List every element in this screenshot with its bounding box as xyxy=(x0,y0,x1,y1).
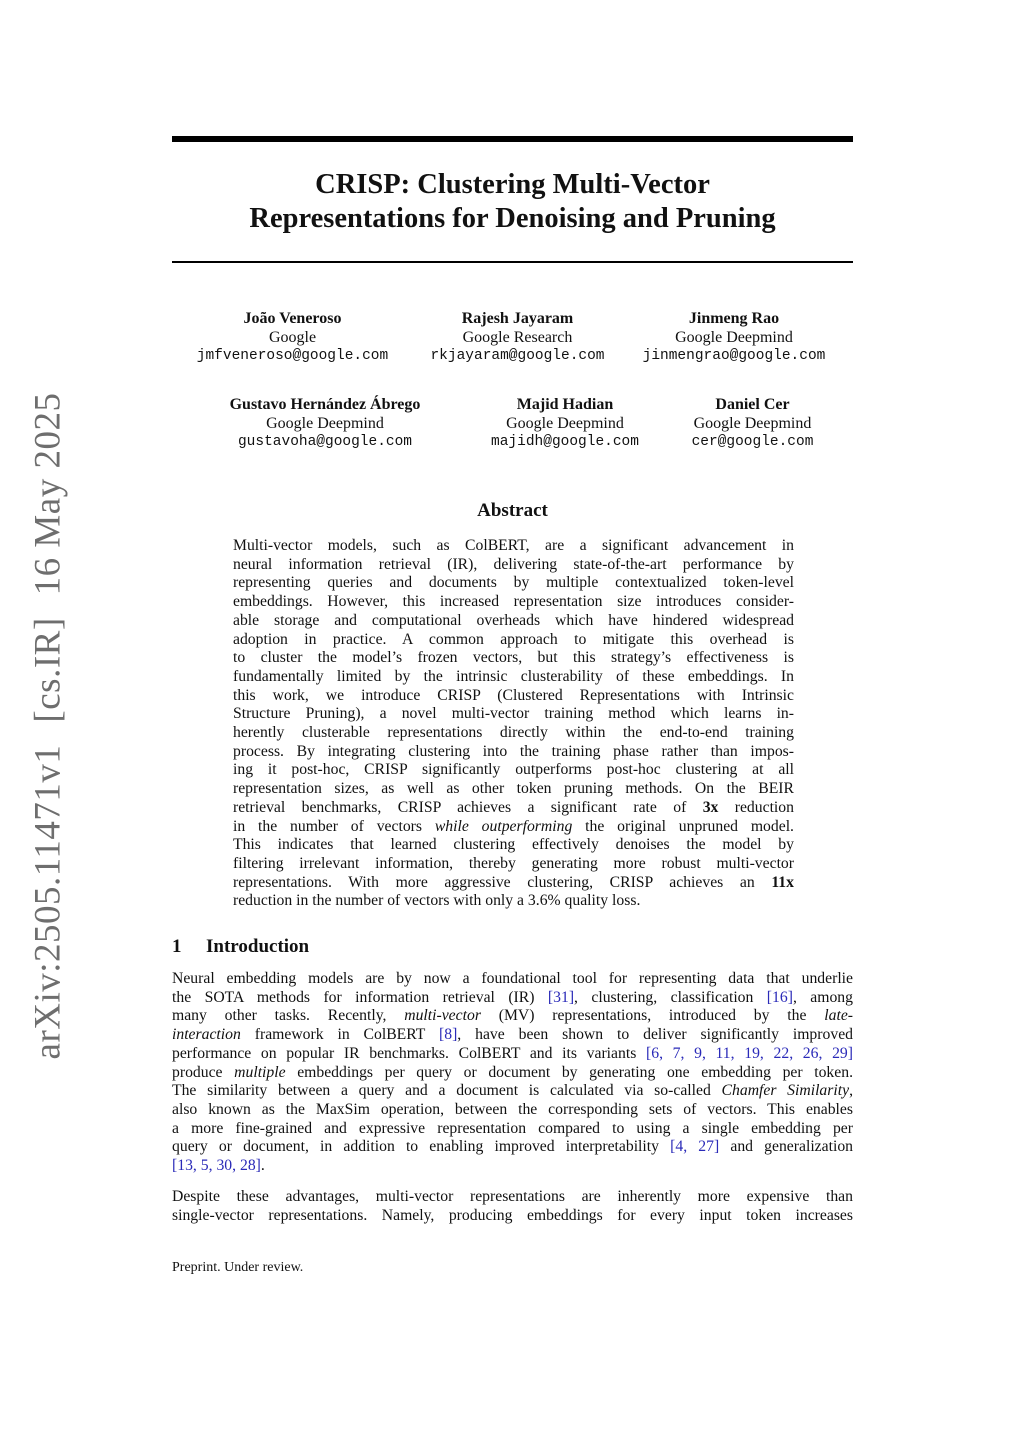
abstract-body xyxy=(233,537,794,911)
paragraph-line xyxy=(172,1082,853,1101)
title-bottom-rule xyxy=(172,261,853,263)
paragraph-line xyxy=(172,1007,853,1026)
text: the SOTA methods for information retrieval (IR) xyxy=(172,988,548,1006)
citation-link[interactable]: [4, 27] xyxy=(670,1138,720,1156)
paragraph-line xyxy=(172,1157,853,1176)
author-block xyxy=(420,309,615,366)
abstract-emphasis: 11x xyxy=(771,873,794,891)
paragraph-line xyxy=(172,1064,853,1083)
abstract-line: This indicates that learned clustering effectively denoises the model by xyxy=(233,836,794,854)
abstract-line: representation sizes, as well as other token pruning methods. On the BEIR xyxy=(233,780,794,798)
author-name: Rajesh Jayaram xyxy=(461,310,574,327)
author-email: jinmengrao@google.com xyxy=(642,348,826,364)
text: query or document, in addition to enabling improved interpretability xyxy=(172,1138,671,1156)
paragraph xyxy=(172,1188,853,1225)
author-affiliation: Google xyxy=(268,329,317,346)
abstract-italic: while outperforming xyxy=(434,817,573,835)
abstract-line: process. By integrating clustering into the training phase rather than impos- xyxy=(233,742,794,760)
author-affiliation: Google Deepmind xyxy=(675,329,793,346)
italic-text: late- xyxy=(824,1007,854,1025)
abstract-line: neural information retrieval (IR), delivering state-of-the-art performance by xyxy=(233,555,794,573)
author-email: cer@google.com xyxy=(691,434,814,450)
paragraph-line xyxy=(172,1045,853,1064)
citation-link[interactable]: [16] xyxy=(766,988,793,1006)
paragraph xyxy=(172,970,853,1176)
text: . xyxy=(260,1157,265,1175)
citation-link[interactable]: [8] xyxy=(439,1026,458,1044)
author-block xyxy=(190,309,395,366)
author-block xyxy=(480,395,650,452)
author-block xyxy=(636,309,832,366)
author-name: Jinmeng Rao xyxy=(688,310,780,327)
text: produce xyxy=(172,1063,235,1081)
author-affiliation: Google Research xyxy=(462,329,573,346)
abstract-line: filtering irrelevant information, thereby generating more robust multi-vector xyxy=(233,854,794,872)
abstract-line: embeddings. However, this increased representation size introduces consider- xyxy=(233,593,794,611)
italic-text: Chamfer Similarity xyxy=(721,1082,850,1100)
abstract-line: fundamentally limited by the intrinsic clusterability of these embeddings. In xyxy=(233,667,794,685)
paragraph-line xyxy=(172,1026,853,1045)
abstract-text: retrieval benchmarks, CRISP achieves a significant rate of xyxy=(233,798,703,816)
abstract-emphasis: 3x xyxy=(702,798,719,816)
footnote: Preprint. Under review. xyxy=(172,1260,304,1275)
text: The similarity between a query and a document is calculated via so-called xyxy=(172,1082,722,1100)
author-affiliation: Google Deepmind xyxy=(266,415,384,432)
abstract-line: Multi-vector models, such as ColBERT, are a significant advancement in xyxy=(233,537,794,554)
arxiv-id: arXiv:2505.11471v1 xyxy=(27,744,69,1060)
author-name: Gustavo Hernández Ábrego xyxy=(229,396,421,413)
author-email: jmfveneroso@google.com xyxy=(196,348,389,364)
arxiv-date: 16 May 2025 xyxy=(27,392,69,596)
abstract-line: able storage and computational overheads which have hindered widespread xyxy=(233,611,794,629)
abstract-line: herently clusterable representations directly within the end-to-end training xyxy=(233,724,794,742)
title-line-1: CRISP: Clustering Multi-Vector xyxy=(315,169,710,200)
paragraph-line: Neural embedding models are by now a foundational tool for representing data that underlie xyxy=(172,970,853,987)
abstract-line xyxy=(233,799,794,818)
paragraph-line xyxy=(172,989,853,1008)
author-affiliation: Google Deepmind xyxy=(506,415,624,432)
author-affiliation: Google Deepmind xyxy=(693,415,812,432)
abstract-line: to cluster the model’s frozen vectors, but this strategy’s effectiveness is xyxy=(233,649,794,667)
text: performance on popular IR benchmarks. ColBERT and its variants xyxy=(172,1044,646,1062)
title-top-rule xyxy=(172,136,853,142)
paragraph-line xyxy=(172,1138,853,1157)
author-email: gustavoha@google.com xyxy=(237,434,413,450)
author-name: Daniel Cer xyxy=(715,396,790,413)
section-title: Introduction xyxy=(206,936,310,957)
text: many other tasks. Recently, xyxy=(172,1007,405,1025)
paragraph-line: a more fine-grained and expressive representation compared to using a single embedding per xyxy=(172,1119,853,1137)
italic-text: multi-vector xyxy=(404,1007,481,1025)
citation-link[interactable]: [6, 7, 9, 11, 19, 22, 26, 29] xyxy=(646,1044,853,1062)
text: and generalization xyxy=(719,1138,854,1156)
citation-link[interactable]: [13, 5, 30, 28] xyxy=(172,1157,261,1175)
text: , clustering, classification xyxy=(574,988,767,1006)
abstract-line xyxy=(233,874,794,893)
section-heading xyxy=(172,936,309,958)
paragraph-line: Despite these advantages, multi-vector representations are inherently more expensive than xyxy=(172,1188,853,1205)
abstract-text: the original unpruned model. xyxy=(572,817,794,835)
abstract-text: in the number of vectors xyxy=(233,817,435,835)
abstract-line xyxy=(233,818,794,837)
abstract-text: reduction xyxy=(718,798,794,816)
author-block xyxy=(670,395,835,452)
author-block xyxy=(195,395,455,452)
abstract-text: representations. With more aggressive clustering, CRISP achieves an xyxy=(233,873,772,891)
text: (MV) representations, introduced by the xyxy=(480,1007,825,1025)
abstract-heading: Abstract xyxy=(477,500,548,521)
section-number: 1 xyxy=(172,936,182,957)
abstract-line: representing queries and documents by multiple contextualized token-level xyxy=(233,574,794,592)
author-email: rkjayaram@google.com xyxy=(430,348,605,364)
italic-text: multiple xyxy=(234,1063,286,1081)
abstract-line: adoption in practice. A common approach to mitigate this overhead is xyxy=(233,630,794,648)
text: , xyxy=(849,1082,853,1100)
abstract-line: Structure Pruning), a novel multi-vector training method which learns in- xyxy=(233,705,794,723)
citation-link[interactable]: [31] xyxy=(547,988,575,1006)
paragraph-line: also known as the MaxSim operation, between the corresponding sets of vectors. This enables xyxy=(172,1100,853,1118)
italic-text: interaction xyxy=(172,1026,241,1044)
abstract-line: ing it post-hoc, CRISP significantly outperforms post-hoc clustering at all xyxy=(233,761,794,779)
author-name: João Veneroso xyxy=(243,310,342,327)
paper-title xyxy=(172,168,853,236)
arxiv-category: [cs.IR] xyxy=(27,617,69,723)
title-line-2: Representations for Denoising and Pruning xyxy=(249,203,776,234)
abstract-line: reduction in the number of vectors with only a 3.6% quality loss. xyxy=(233,892,641,910)
text: , among xyxy=(792,988,853,1006)
author-email: majidh@google.com xyxy=(491,434,639,450)
text: , have been shown to deliver significantly improved xyxy=(457,1026,853,1044)
paragraph-line: single-vector representations. Namely, producing embeddings for every input token increases xyxy=(172,1206,853,1224)
abstract-line: this work, we introduce CRISP (Clustered Representations with Intrinsic xyxy=(233,686,794,704)
author-name: Majid Hadian xyxy=(516,396,614,413)
text: framework in ColBERT xyxy=(240,1026,439,1044)
text: embeddings per query or document by generating one embedding per token. xyxy=(285,1063,853,1081)
arxiv-side-stamp xyxy=(27,393,70,1060)
